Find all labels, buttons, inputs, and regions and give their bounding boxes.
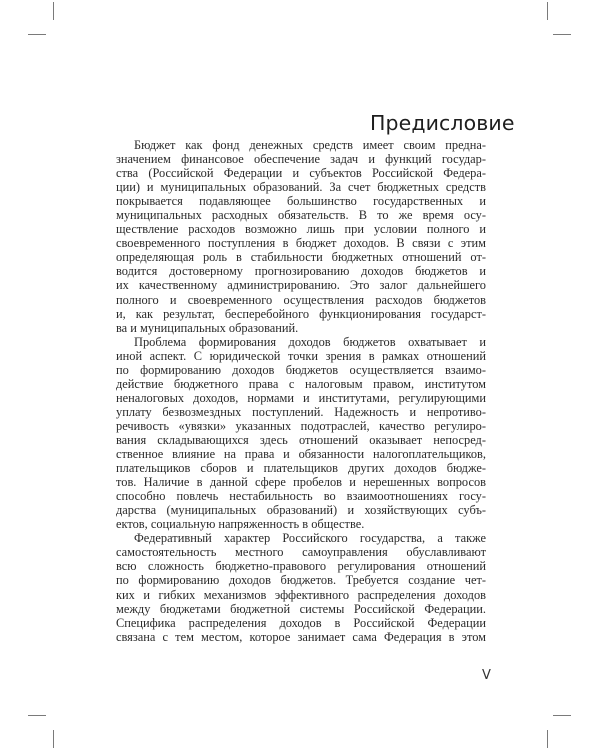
text-line: муниципальных расходных обязательств. В то же время осу- xyxy=(116,208,486,223)
text-line: уплату безвозмездных поступлений. Надежность и непротиво- xyxy=(116,404,486,419)
text-line: ственное влияние на права и обязанности налогоплательщиков, xyxy=(116,447,486,462)
text-line: и, как результат, бесперебойного функционирования государст- xyxy=(116,306,486,321)
page-title: Предисловие xyxy=(370,111,515,135)
text-line: полного и своевременного осуществления расходов бюджетов xyxy=(116,292,486,307)
crop-mark-top-left-horizontal xyxy=(28,34,46,35)
body-text xyxy=(116,138,486,644)
text-line: их качественному администрированию. Это залог дальнейшего xyxy=(116,278,486,293)
crop-mark-bottom-left-vertical xyxy=(53,730,54,748)
text-line: тов. Наличие в данной сфере пробелов и нерешенных вопросов xyxy=(116,475,486,490)
text-line: своевременного поступления в бюджет доходов. В связи с этим xyxy=(116,236,486,251)
text-line: Федеративный характер Российского государства, а также xyxy=(134,531,486,546)
text-line: ких и гибких механизмов эффективного распределения доходов xyxy=(116,587,486,602)
crop-mark-bottom-right-horizontal xyxy=(553,715,571,716)
text-line: покрывается подавляющее большинство государственных и xyxy=(116,194,486,209)
paragraph-1 xyxy=(116,138,486,335)
text-line: речивость «увязки» указанных подотраслей, качество регулиро- xyxy=(116,418,486,433)
text-line: Бюджет как фонд денежных средств имеет своим предна- xyxy=(134,138,486,152)
text-line: Проблема формирования доходов бюджетов охватывает и xyxy=(134,334,486,349)
crop-mark-top-left-vertical xyxy=(53,2,54,20)
text-line: ществление расходов возможно лишь при условии полного и xyxy=(116,222,486,237)
text-line: вания складывающихся здесь отношений оказывает непосред- xyxy=(116,432,486,447)
page-number: V xyxy=(482,668,491,683)
paragraph-3 xyxy=(116,531,486,643)
text-line: между бюджетами бюджетной системы Российской Федерации. xyxy=(116,601,486,616)
crop-mark-top-right-vertical xyxy=(547,2,548,20)
text-line: по формированию доходов бюджетов. Требуется создание чет- xyxy=(116,573,486,588)
text-line: плательщиков сборов и плательщиков других доходов бюдже- xyxy=(116,461,486,476)
text-line: определяющая роль в стабильности бюджетных отношений от- xyxy=(116,250,486,265)
paragraph-2 xyxy=(116,335,486,532)
text-line: по формированию доходов бюджетов осуществляется взаимо- xyxy=(116,362,486,377)
crop-mark-bottom-left-horizontal xyxy=(28,715,46,716)
text-line: связана с тем местом, которое занимает сама Федерация в этом xyxy=(116,629,486,644)
crop-mark-bottom-right-vertical xyxy=(547,730,548,748)
text-line: ции) и муниципальных образований. За счет бюджетных средств xyxy=(116,180,486,195)
text-line: Специфика распределения доходов в Российской Федерации xyxy=(116,615,486,630)
text-line: водится достоверному прогнозированию доходов бюджетов и xyxy=(116,264,486,279)
text-line: значением финансовое обеспечение задач и функций государ- xyxy=(116,152,486,167)
text-line: действие бюджетного права с налоговым правом, институтом xyxy=(116,376,486,391)
text-line: самостоятельность местного самоуправления обуславливают xyxy=(116,545,486,560)
text-line: ва и муниципальных образований. xyxy=(116,320,299,335)
text-line: иной аспект. С юридической точки зрения в рамках отношений xyxy=(116,348,486,363)
text-line: дарства (муниципальных образований) и хозяйствующих субъ- xyxy=(116,503,486,518)
text-line: ства (Российской Федерации и субъектов Российской Федера- xyxy=(116,166,486,181)
text-line: неналоговых доходов, нормами и институтами, регулирующими xyxy=(116,390,486,405)
text-line: ектов, социальную напряженность в обществе. xyxy=(116,517,365,532)
text-line: всю сложность бюджетно-правового регулирования отношений xyxy=(116,559,486,574)
crop-mark-top-right-horizontal xyxy=(553,34,571,35)
text-line: способно повлечь нестабильность во взаимоотношениях госу- xyxy=(116,489,486,504)
